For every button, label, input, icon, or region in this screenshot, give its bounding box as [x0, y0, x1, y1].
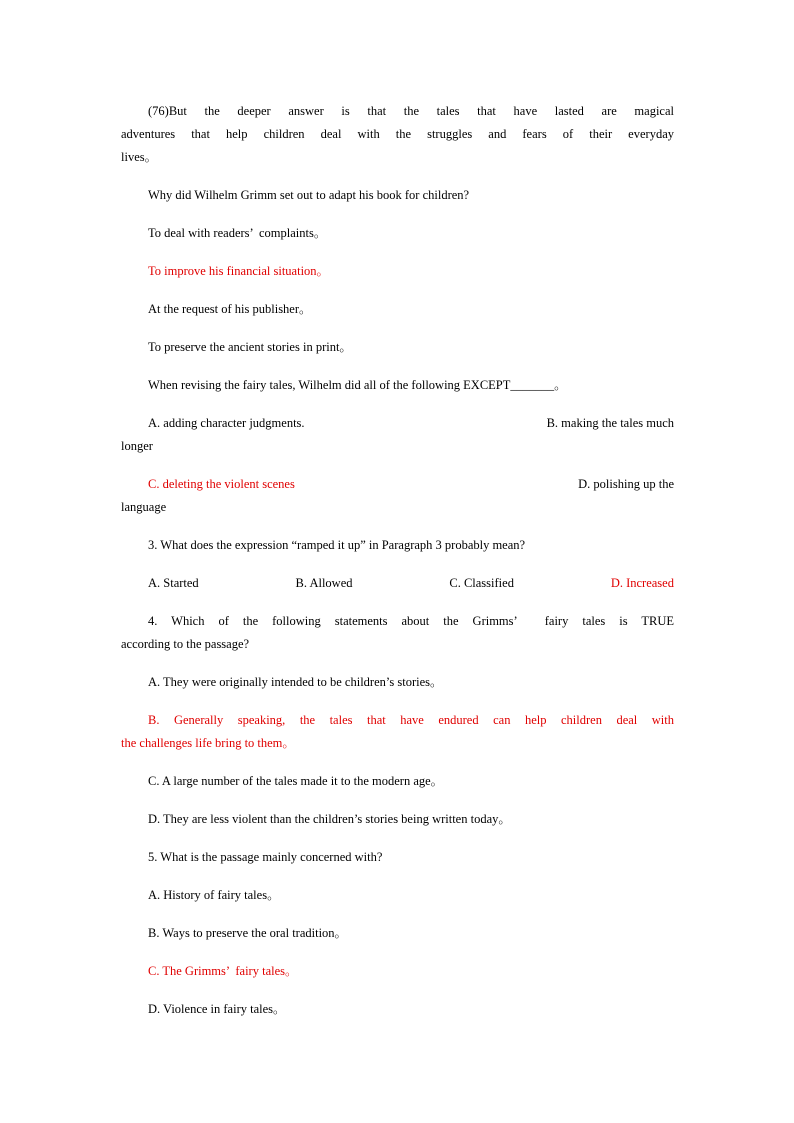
q2-option-b: B. making the tales much	[546, 416, 674, 430]
q4-option-b-line: B. Generally speaking, the tales that have endured can help children deal with	[148, 713, 674, 727]
q4-option-b-line: the challenges life bring to them。	[121, 736, 295, 750]
q2-options-ab	[121, 412, 674, 458]
q5-option-c-answer: C. The Grimms’ fairy tales。	[148, 964, 298, 978]
q2-options-cd	[121, 473, 674, 519]
question-1-stem: Why did Wilhelm Grimm set out to adapt his book for children?	[148, 188, 470, 202]
q1-option-d: To preserve the ancient stories in print。	[148, 340, 352, 354]
q2-option-d-cont: language	[121, 500, 167, 514]
passage-paragraph-76	[121, 100, 674, 169]
q1-option-a: To deal with readers’ complaints。	[148, 226, 327, 240]
q4-option-d: D. They are less violent than the children’s stories being written today。	[148, 812, 511, 826]
question-3-stem: 3. What does the expression “ramped it up” in Paragraph 3 probably mean?	[148, 538, 526, 552]
q3-option-b: B. Allowed	[295, 576, 353, 590]
q4-option-a: A. They were originally intended to be children’s stories。	[148, 675, 443, 689]
q1-option-c: At the request of his publisher。	[148, 302, 312, 316]
q3-option-a: A. Started	[148, 576, 199, 590]
q3-options	[121, 572, 674, 595]
q5-option-a: A. History of fairy tales。	[148, 888, 280, 902]
q3-option-d-answer: D. Increased	[610, 576, 674, 590]
passage-line: lives。	[121, 150, 158, 164]
question-2-stem: When revising the fairy tales, Wilhelm did all of the following EXCEPT_______。	[148, 378, 567, 392]
q2-option-b-cont: longer	[121, 439, 153, 453]
q1-option-b-answer: To improve his financial situation。	[148, 264, 330, 278]
q2-option-c-answer: C. deleting the violent scenes	[148, 477, 295, 491]
question-5-stem: 5. What is the passage mainly concerned with?	[148, 850, 383, 864]
passage-line: (76)But the deeper answer is that the tales that have lasted are magical	[148, 104, 674, 118]
q3-option-c: C. Classified	[449, 576, 514, 590]
passage-line: adventures that help children deal with the struggles and fears of their everyday	[121, 127, 674, 141]
q5-option-b: B. Ways to preserve the oral tradition。	[148, 926, 348, 940]
q2-option-a: A. adding character judgments.	[148, 416, 305, 430]
q2-option-d: D. polishing up the	[578, 477, 674, 491]
question-4-stem	[121, 610, 674, 656]
q4-stem-line: according to the passage?	[121, 637, 250, 651]
q4-stem-line: 4. Which of the following statements about the Grimms’ fairy tales is TRUE	[148, 614, 674, 628]
q4-option-c: C. A large number of the tales made it to the modern age。	[148, 774, 444, 788]
q4-option-b-answer	[121, 709, 674, 755]
q5-option-d: D. Violence in fairy tales。	[148, 1002, 286, 1016]
